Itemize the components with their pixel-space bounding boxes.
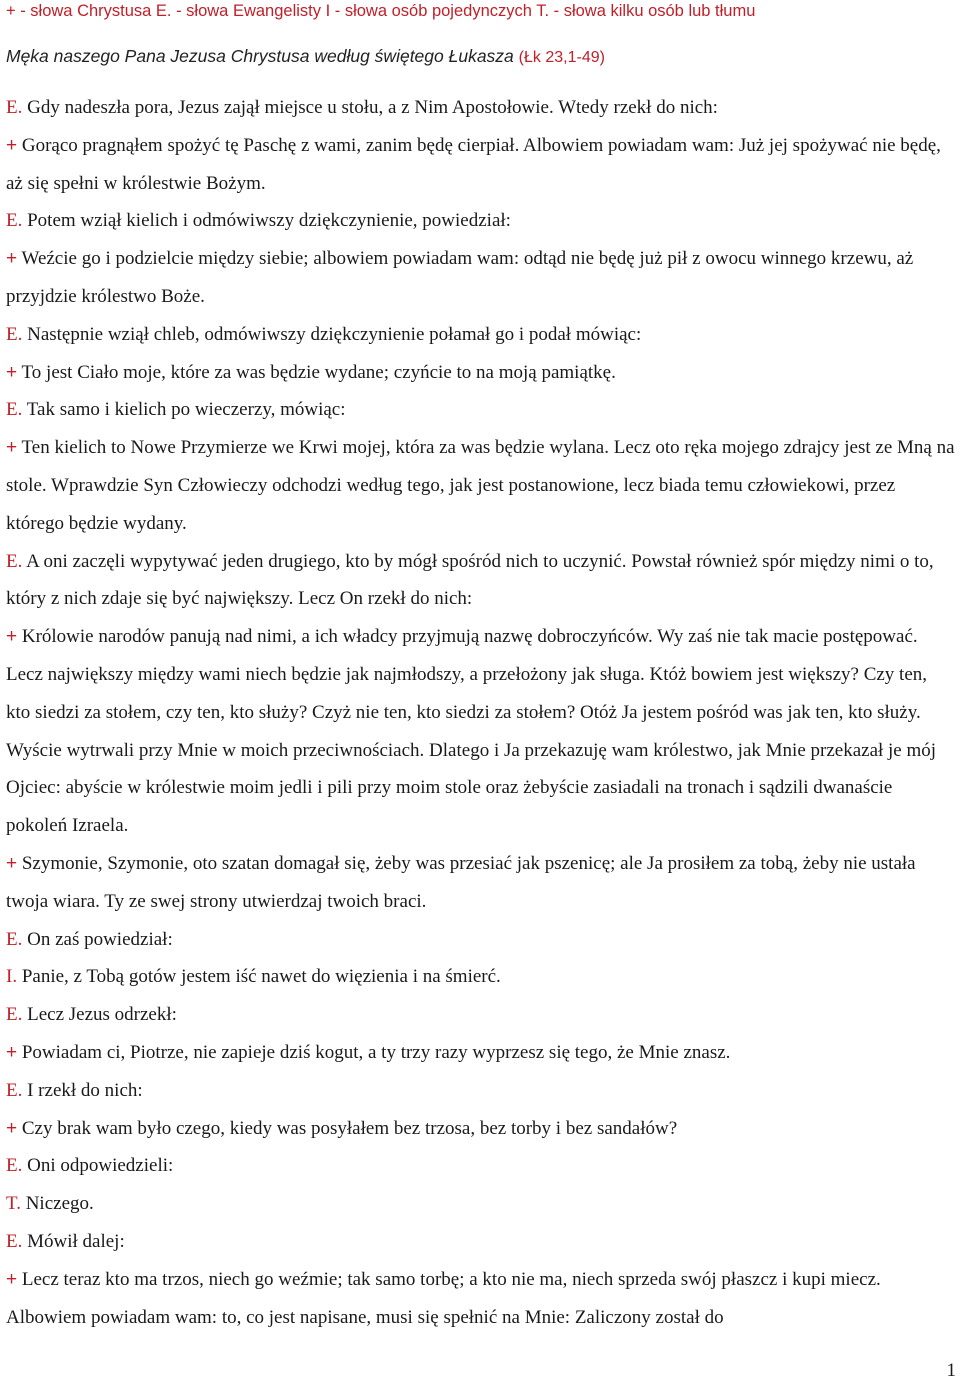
speaker-marker: E. <box>6 1004 23 1026</box>
paragraph-text: On zaś powiedział: <box>27 928 173 950</box>
speaker-marker: + <box>6 361 18 383</box>
paragraph-text: Potem wziął kielich i odmówiwszy dziękczynienie, powiedział: <box>27 210 511 232</box>
paragraph-text: I rzekł do nich: <box>27 1079 143 1101</box>
speaker-marker: T. <box>6 1193 21 1215</box>
speaker-paragraph <box>6 1072 956 1110</box>
paragraph-text: Tak samo i kielich po wieczerzy, mówiąc: <box>26 399 346 421</box>
speaker-marker: + <box>6 1041 18 1063</box>
speaker-marker: E. <box>6 1079 23 1101</box>
speaker-paragraph <box>6 391 956 429</box>
speaker-marker: + <box>6 626 18 648</box>
speaker-marker: E. <box>6 399 23 421</box>
speaker-paragraph <box>6 89 956 127</box>
paragraph-text: Lecz teraz kto ma trzos, niech go weźmie; tak samo torbę; a kto nie ma, niech sprzeda swój płaszcz i kupi miecz. Albowiem powiadam wam: to, co jest napisane, musi się spełnić na Mnie: Zaliczony został do <box>6 1268 881 1328</box>
role-legend: + - słowa Chrystusa E. - słowa Ewangelisty I - słowa osób pojedynczych T. - słowa kilku osób lub tłumu <box>6 2 756 20</box>
title-text: Męka naszego Pana Jezusa Chrystusa według świętego Łukasza <box>6 46 514 66</box>
speaker-paragraph <box>6 958 956 996</box>
speaker-marker: E. <box>6 1230 23 1252</box>
speaker-marker: + <box>6 437 18 459</box>
speaker-paragraph <box>6 1223 956 1261</box>
paragraph-text: Szymonie, Szymonie, oto szatan domagał się, żeby was przesiać jak pszenicę; ale Ja prosiłem za tobą, żeby nie ustała twoja wiara. Ty ze swej strony utwierdzaj twoich braci. <box>6 852 916 912</box>
paragraph-text: Weźcie go i podzielcie między siebie; albowiem powiadam wam: odtąd nie będę już pił z owocu winnego krzewu, aż przyjdzie królestwo Boże. <box>6 248 914 307</box>
speaker-marker: + <box>6 1117 18 1139</box>
speaker-paragraph <box>6 996 956 1034</box>
paragraph-text: A oni zaczęli wypytywać jeden drugiego, kto by mógł spośród nich to uczynić. Powstał również spór między nimi o to, który z nich zdaje się być największy. Lecz On rzekł do nich: <box>6 550 934 610</box>
speaker-marker: E. <box>6 1155 23 1177</box>
speaker-paragraph <box>6 127 956 203</box>
paragraph-text: To jest Ciało moje, które za was będzie wydane; czyńcie to na moją pamiątkę. <box>21 361 616 383</box>
speaker-paragraph <box>6 618 956 845</box>
speaker-paragraph <box>6 921 956 959</box>
page-number: 1 <box>946 1360 956 1381</box>
speaker-paragraph <box>6 1110 956 1148</box>
speaker-paragraph <box>6 543 956 619</box>
paragraph-text: Lecz Jezus odrzekł: <box>27 1004 177 1026</box>
paragraph-text: Czy brak wam było czego, kiedy was posyłałem bez trzosa, bez torby i bez sandałów? <box>21 1117 678 1139</box>
speaker-paragraph <box>6 429 956 542</box>
speaker-marker: E. <box>6 323 23 345</box>
paragraph-text: Powiadam ci, Piotrze, nie zapieje dziś kogut, a ty trzy razy wyprzesz się tego, że Mnie znasz. <box>21 1041 731 1063</box>
speaker-marker: + <box>6 248 18 270</box>
paragraph-text: Mówił dalej: <box>27 1230 125 1252</box>
paragraph-text: Ten kielich to Nowe Przymierze we Krwi mojej, która za was będzie wylana. Lecz oto ręka mojego zdrajcy jest ze Mną na stole. Wprawdzie Syn Człowieczy odchodzi według tego, jak jest postanowione, lecz biada temu człowiekowi, przez którego będzie wydany. <box>6 437 955 534</box>
speaker-paragraph <box>6 316 956 354</box>
passion-text <box>6 89 956 1336</box>
speaker-paragraph <box>6 1147 956 1185</box>
speaker-marker: E. <box>6 97 23 118</box>
speaker-marker: E. <box>6 210 23 232</box>
speaker-paragraph <box>6 202 956 240</box>
paragraph-text: Oni odpowiedzieli: <box>27 1155 174 1177</box>
paragraph-text: Gorąco pragnąłem spożyć tę Paschę z wami, zanim będę cierpiał. Albowiem powiadam wam: Już jej spożywać nie będę, aż się spełni w królestwie Bożym. <box>6 134 941 194</box>
speaker-marker: I. <box>6 966 18 988</box>
speaker-paragraph <box>6 354 956 392</box>
paragraph-text: Królowie narodów panują nad nimi, a ich władcy przyjmują nazwę dobroczyńców. Wy zaś nie tak macie postępować. Lecz największy między wami niech będzie jak najmłodszy, a przełożony jak sługa. Któż bowiem jest większy? Czy ten, kto siedzi za stołem, czy ten, kto służy? Czyż nie ten, kto siedzi za stołem? Otóż Ja jestem pośród was jak ten, kto służy. Wyście wytrwali przy Mnie w moich przeciwnościach. Dlatego i Ja przekazuję wam królestwo, jak Mnie przekazał je mój Ojciec: abyście w królestwie moim jedli i pili przy moim stole oraz żebyście zasiadali na tronach i sądzili dwanaście pokoleń Izraela. <box>6 626 937 837</box>
speaker-marker: E. <box>6 928 23 950</box>
speaker-marker: E. <box>6 550 23 572</box>
speaker-paragraph <box>6 1034 956 1072</box>
reading-title <box>6 44 605 70</box>
scripture-reference: (Łk 23,1-49) <box>518 49 605 66</box>
speaker-marker: + <box>6 134 18 156</box>
speaker-paragraph <box>6 1185 956 1223</box>
speaker-paragraph <box>6 240 956 316</box>
paragraph-text: Gdy nadeszła pora, Jezus zajął miejsce u stołu, a z Nim Apostołowie. Wtedy rzekł do nich: <box>27 97 718 118</box>
paragraph-text: Panie, z Tobą gotów jestem iść nawet do więzienia i na śmierć. <box>21 966 501 988</box>
paragraph-text: Następnie wziął chleb, odmówiwszy dziękczynienie połamał go i podał mówiąc: <box>27 323 642 345</box>
speaker-marker: + <box>6 1268 18 1290</box>
speaker-paragraph <box>6 1261 956 1337</box>
speaker-marker: + <box>6 852 18 874</box>
paragraph-text: Niczego. <box>25 1193 94 1215</box>
speaker-paragraph <box>6 845 956 921</box>
